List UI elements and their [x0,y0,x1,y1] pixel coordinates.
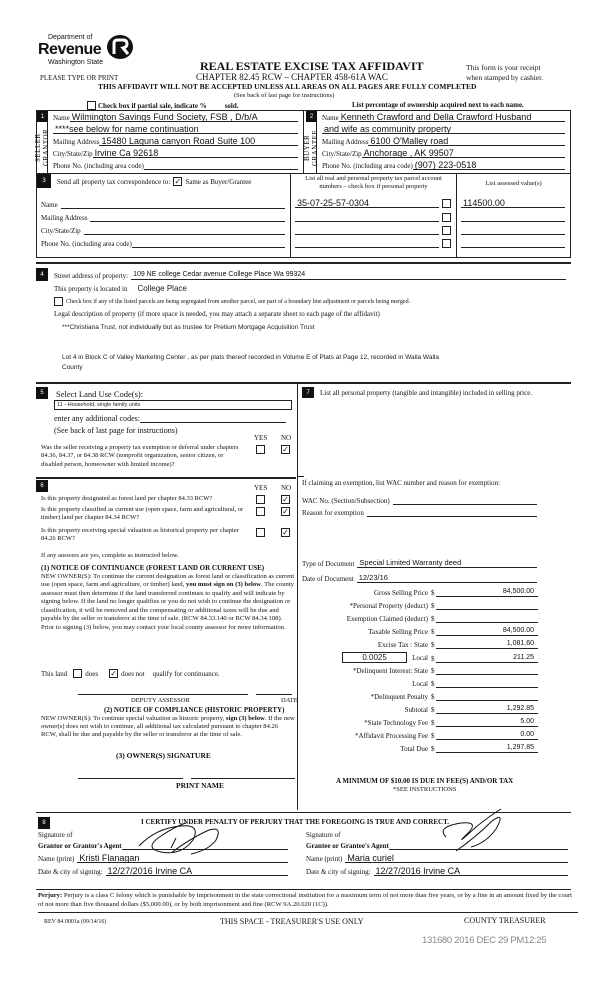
seller-section [34,111,304,173]
excise-tax-state-field[interactable]: 1,081.60 [436,639,539,649]
segregated-label: Check box if any of the listed parcels are being segregated from another parcel, are part of a boundary line adjustment or parcels being merged. [66,298,411,305]
seller-side-label: SELLER GRANTOR [34,128,50,167]
seller-phone-label: Phone No. (including area code) [53,162,144,170]
grantee-date-city-row [306,866,568,876]
partial-sale-checkbox[interactable] [87,101,96,110]
section-6-badge: 6 [36,480,48,492]
same-as-buyer-label: Same as Buyer/Grantee [185,177,252,186]
section-4-badge: 4 [36,268,48,281]
type-print-text: PLEASE TYPE OR PRINT [40,74,119,82]
land-use-code-value: 11 - Household, single family units [57,402,141,408]
partial-sale-row [87,101,239,110]
reason-field[interactable] [367,507,537,517]
personal-property-checkbox[interactable] [442,239,451,248]
parcel-column [291,174,457,257]
fee-label: *State Technology Fee [364,719,428,727]
fee-label: *Delinquent Penalty [370,693,428,701]
wac-label: WAC No. (Section/Subsection) [302,497,390,505]
exemption-no-checkbox[interactable]: ✓ [282,444,289,454]
forest-yes-checkbox[interactable] [256,495,265,504]
treasurer-stamp: 131680 2016 DEC 29 PM12:25 [422,935,547,946]
section-7-badge: 7 [302,387,314,398]
total-due-field[interactable]: 1,297.85 [436,743,539,753]
grantor-date-city-field[interactable]: 12/27/2016 Irvine CA [106,866,288,876]
does-not-qualify-checkbox[interactable]: ✓ [110,668,117,678]
delinquent-interest-local-field[interactable] [436,678,539,688]
assessed-value-field[interactable] [461,225,565,235]
form-title: REAL ESTATE EXCISE TAX AFFIDAVIT [200,59,424,73]
additional-codes-field[interactable] [140,413,286,423]
section6-yes-header: YES [254,484,268,492]
seller-address-row [53,136,298,146]
parcel-number-field[interactable] [295,238,439,248]
notice1-text-a: NEW OWNER(S): To continue the current designation as forest land or classification as current use (open space, farm and agriculture, or timber) land, [41,573,295,589]
fee-row [298,730,538,740]
ownership-note: List percentage of ownership acquired next to each name. [352,101,524,109]
historical-no-checkbox[interactable]: ✓ [282,527,289,537]
notice-continuance-body [41,573,295,632]
seller-name-cont-field[interactable]: ****see below for name continuation [53,124,298,134]
seller-address-label: Mailing Address [53,138,100,146]
deputy-assessor-label: DEPUTY ASSESSOR [131,697,190,704]
gross-selling-price-field[interactable]: 84,500.00 [436,587,539,597]
fee-row [298,600,538,610]
grantor-name-label: Name (print) [38,855,75,863]
buyer-phone-field[interactable]: (907) 223-0518 [413,160,565,170]
fee-label: Total Due [400,745,428,753]
exemption-question: Was the seller receiving a property tax exemption or deferral under chapters 84.36, 84.37, or 84.38 RCW (nonprofit organization, senior citizen, or disabled person, homeowner with limited income)? [41,444,239,468]
corr-city-row [41,225,285,235]
excise-tax-local-field[interactable]: 211.25 [436,653,539,663]
logo-main-text: Revenue [38,41,102,58]
buyer-address-label: Mailing Address [322,138,369,146]
fee-label: Local [412,653,428,662]
fee-label: Taxable Selling Price [368,628,428,636]
notice2-bold: sign (3) below [225,715,265,722]
buyer-city-row [322,148,565,158]
wac-field[interactable] [393,495,537,505]
partial-sale-label: Check box if partial sale, indicate % [98,101,207,110]
assessed-column [457,174,570,257]
fee-label: Exemption Claimed (deduct) [346,615,428,623]
grantor-sig-label-2: Grantor or Grantor's Agent [38,842,122,850]
currency-symbol: $ [431,719,435,727]
buyer-section [303,111,570,173]
currency-symbol: $ [431,667,435,675]
qualify-label: qualify for continuance. [152,669,220,678]
parcel-row-4 [295,238,451,248]
land-use-code-field[interactable] [54,400,292,410]
buyer-name-field[interactable]: Kenneth Crawford and Della Crawford Husband [339,112,565,122]
logo-sub-text: Washington State [48,59,103,66]
legal-description-line-1[interactable]: ***Christiana Trust, not individually but as trustee for Pretium Mortgage Acquisition Trust [62,324,315,331]
grantee-name-row [306,853,568,863]
current-use-question: Is this property classified as current use (open space, farm and agricultural, or timber) land per chapter 84.34 RCW? [41,506,244,522]
perjury-bold: Perjury: [38,892,63,899]
does-label: does [85,669,99,678]
receipt-note-2: when stamped by cashier. [466,73,544,82]
buyer-address-row [322,136,565,146]
personal-property-checkbox[interactable] [442,213,451,222]
seller-address-field[interactable]: 15480 Laguna canyon Road Suite 100 [99,136,298,146]
property-section [36,262,571,380]
legal-description-line-2[interactable]: Lot 4 in Block C of Valley Marketing Center , as per plats thereof recorded in Volume E of Plats at Page 12, recorded in Walla Walla [62,354,439,361]
fee-row [298,639,538,649]
grantor-sig-label-1: Signature of [38,831,73,839]
fee-label: Local [412,680,428,688]
fee-row [298,587,538,597]
left-column [36,382,298,810]
currency-symbol: $ [431,628,435,636]
seller-phone-field[interactable] [144,160,298,170]
affidavit-processing-fee-field[interactable]: 0.00 [436,730,539,740]
currency-symbol: $ [431,693,435,701]
buyer-phone-row [322,160,565,170]
logo-top-text: Department of [48,34,93,41]
partial-sale-sold: sold. [224,101,239,110]
subtotal-field[interactable]: 1,292.85 [436,704,539,714]
fee-row [298,613,538,623]
fee-row [298,626,538,636]
section-5-badge: 5 [36,387,48,399]
additional-codes-row [54,413,286,423]
seller-buyer-section [36,110,571,174]
corr-phone-row [41,238,285,248]
seller-city-field[interactable]: Irvine Ca 92618 [93,148,298,158]
fee-row [298,665,538,675]
correspondence-left [37,174,291,257]
section-8-badge: 8 [38,817,50,829]
personal-property-label: List all personal property (tangible and intangible) included in selling price. [320,389,533,397]
parcel-row-3 [295,225,451,235]
reason-row [302,507,537,517]
legal-description-line-3[interactable]: County [62,364,83,371]
state-technology-fee-field[interactable]: 5.00 [436,717,539,727]
fee-label: *Affidavit Processing Fee [355,732,428,740]
buyer-name-cont-field[interactable]: and wife as community property [322,124,565,134]
minimum-due-note: A MINIMUM OF $10.00 IS DUE IN FEE(S) AND/OR TAX [336,777,514,785]
reason-label: Reason for exemption [302,509,364,517]
grantee-sig-label-1: Signature of [306,831,341,839]
assessor-date-label: DATE [281,697,298,704]
section-3-badge: 3 [37,174,51,188]
grantor-name-row [38,853,288,863]
grantor-name-field[interactable]: Kristi Flanagan [77,853,288,863]
buyer-name-label: Name [322,114,339,122]
located-field[interactable]: College Place [137,284,187,293]
exemption-header: If claiming an exemption, list WAC number and reason for exemption: [302,479,500,487]
assessed-value-field[interactable] [461,212,565,222]
perjury-text: Perjury is a class C felony which is punishable by imprisonment in the state correctional institution for a maximum term of not more than five years, or by a fine in an amount fixed by the court of not more than five thousand dollars ($5,000.00), or by both imprisonment and fine (RCW 9A.20.020 (1C)). [38,892,572,908]
instructions-note: (See back of last page for instructions) [234,92,335,99]
street-address-label: Street address of property: [54,272,129,280]
fee-row [298,652,538,663]
forest-no-checkbox[interactable]: ✓ [282,494,289,504]
doc-type-row [302,558,537,568]
corr-phone-label: Phone No. (including area code) [41,240,132,248]
notice-continuance-title: (1) NOTICE OF CONTINUANCE (FOREST LAND OR CURRENT USE) [41,564,265,572]
currency-symbol: $ [431,732,435,740]
owner-signature-line[interactable] [78,778,183,788]
corr-address-label: Mailing Address [41,214,88,222]
corr-address-row [41,212,285,222]
currency-symbol: $ [431,655,435,663]
fee-row [298,691,538,701]
corr-city-field[interactable] [84,225,285,235]
corr-name-field[interactable] [61,199,285,209]
grantee-signature-scribble-icon [426,807,516,853]
fee-label: Gross Selling Price [373,589,428,597]
warning-text: THIS AFFIDAVIT WILL NOT BE ACCEPTED UNLESS ALL AREAS ON ALL PAGES ARE FULLY COMPLETED [98,82,477,91]
doc-date-row [302,573,537,583]
corr-name-label: Name [41,201,58,209]
seller-phone-row [53,160,298,170]
currency-symbol: $ [431,641,435,649]
current-use-yes-checkbox[interactable] [256,507,265,516]
fee-label: *Personal Property (deduct) [349,602,428,610]
assessed-value-field[interactable]: 114500.00 [461,198,565,208]
segregated-row [54,297,410,306]
currency-symbol: $ [431,706,435,714]
historical-question: Is this property receiving special valuation as historical property per chapter 84.26 RCW? [41,527,239,543]
buyer-city-field[interactable]: Anchorage , AK 99507 [362,148,565,158]
owner-signature-label: (3) OWNER(S) SIGNATURE [116,751,211,760]
notice2-text-a: NEW OWNER(S): To continue special valuation as historic property, [41,715,226,722]
does-qualify-checkbox[interactable] [73,669,82,678]
fee-row [298,743,538,753]
personal-property-checkbox[interactable] [442,226,451,235]
doc-date-label: Date of Document [302,575,354,583]
grantee-date-city-field[interactable]: 12/27/2016 Irvine CA [374,866,568,876]
assessed-value-field[interactable] [461,238,565,248]
local-rate-field[interactable]: 0.0025 [342,652,407,663]
fee-row [298,678,538,688]
segregated-checkbox[interactable] [54,297,63,306]
right-column [298,382,571,810]
certify-section [36,812,571,890]
section-2-badge: 2 [306,111,317,122]
buyer-name-row [322,112,565,122]
section-1-badge: 1 [37,111,48,122]
grantor-date-city-label: Date & city of signing: [38,868,103,876]
notice-compliance-title: (2) NOTICE OF COMPLIANCE (HISTORIC PROPERTY) [104,706,285,714]
seller-name-cont-row [53,124,298,134]
notice-compliance-body [41,715,295,739]
located-row [54,284,187,293]
parcel-header: List all real and personal property tax parcel account numbers – check box if personal property [305,175,442,191]
buyer-side-label: BUYER GRANTEE [303,129,319,166]
current-use-no-checkbox[interactable]: ✓ [282,506,289,516]
fee-label: Subtotal [404,706,428,714]
form-number: REV 84 0001a (09/14/16) [44,919,107,925]
parcel-number-field[interactable] [295,212,439,222]
land-use-no-header: NO [281,434,292,442]
personal-property-deduct-field[interactable] [436,600,539,610]
doc-type-field[interactable]: Special Limited Warranty deed [357,558,537,568]
wac-row [302,495,537,505]
correspondence-section [36,174,571,258]
fee-row [298,704,538,714]
corr-phone-field[interactable] [132,238,285,248]
currency-symbol: $ [431,589,435,597]
parcel-row-1 [295,198,451,208]
parcel-row-2 [295,212,451,222]
seller-city-row [53,148,298,158]
dor-r-logo-icon [106,34,134,60]
buyer-address-field[interactable]: 6100 O'Malley road [368,136,565,146]
corr-address-field[interactable] [90,212,285,222]
chapter-text: CHAPTER 82.45 RCW – CHAPTER 458-61A WAC [196,72,388,82]
grantee-name-field[interactable]: Maria curiel [345,853,568,863]
receipt-note-1: This form is your receipt [466,63,541,72]
print-name-label: PRINT NAME [176,781,224,790]
seller-name-label: Name [53,114,70,122]
parcel-number-field[interactable] [295,225,439,235]
dor-logo [38,34,148,70]
parcel-number-field[interactable]: 35-07-25-57-0304 [295,198,439,208]
buyer-phone-label: Phone No. (including area code) [322,162,413,170]
fee-label: *Delinquent Interest: State [352,667,428,675]
currency-symbol: $ [431,615,435,623]
historical-yes-checkbox[interactable] [256,528,265,537]
same-as-buyer-checkbox[interactable]: ✓ [174,176,182,186]
personal-property-field[interactable] [302,408,562,474]
see-instructions-note: *SEE INSTRUCTIONS [393,786,457,793]
perjury-notice [38,892,578,913]
legal-description-label: Legal description of property (if more space is needed, you may attach a separate sheet to each page of the affidavit) [54,310,380,318]
delinquent-interest-state-field[interactable] [436,665,539,675]
seller-name-field[interactable]: Wilmington Savings Fund Society, FSB , D/b/A [70,112,298,122]
grantor-signature-scribble-icon [131,818,241,858]
notice2-text-b: . If the new owner(s) does not wish to continue, all additional tax calculated pursuant to chapter 84.26 RCW, shall be due and payable by the seller or transferor at the time of sale. [41,715,295,738]
fee-label: Excise Tax : State [377,641,428,649]
exemption-yes-checkbox[interactable] [256,445,265,454]
land-use-label: Select Land Use Code(s): [56,389,144,399]
grantee-date-city-label: Date & city of signing: [306,868,371,876]
currency-symbol: $ [431,745,435,753]
correspondence-label: Send all property tax correspondence to: [57,177,171,186]
section6-no-header: NO [281,484,292,492]
land-use-instructions: (See back of last page for instructions) [54,426,178,435]
continuance-row [41,669,220,678]
street-address-field[interactable]: 109 NE college Cedar avenue College Place Wa 99324 [131,270,566,280]
delinquent-penalty-field[interactable] [436,691,539,701]
treasurer-use-label: THIS SPACE - TREASURER'S USE ONLY [220,917,364,926]
notice1-text-b: . The county assessor must then determine if the land transferred continues to qualify and will indicate by signing below. If the land no longer qualifies or you do not wish to continue the designation or classification, it will be removed and the compensating or additional taxes will be due and payable by the seller or transferor at the time of sale. (RCW 84.33.140 or RCW 84.34.108). Prior to signing (3) below, you may contact your local county assessor for more information. [41,581,294,631]
grantor-date-city-row [38,866,288,876]
correspondence-label-row [57,177,251,186]
forest-land-question: Is this property designated as forest land per chapter 84.33 RCW? [41,495,213,502]
additional-codes-label: enter any additional codes: [54,414,140,423]
buyer-city-label: City/State/Zip [322,150,362,158]
personal-property-checkbox[interactable] [442,199,451,208]
does-not-label: does not [121,669,145,678]
if-yes-text: If any answers are yes, complete as instructed below. [41,552,179,559]
taxable-selling-price-field[interactable]: 84,500.00 [436,626,539,636]
located-label: This property is located in [54,285,128,293]
notice1-bold: you must sign on (3) below [186,581,261,589]
seller-city-label: City/State/Zip [53,150,93,158]
this-land-label: This land [41,669,68,678]
currency-symbol: $ [431,680,435,688]
grantee-name-label: Name (print) [306,855,343,863]
fee-row [298,717,538,727]
buyer-name-cont-row [322,124,565,134]
corr-name-row [41,199,285,209]
doc-type-label: Type of Document [302,560,355,568]
corr-city-label: City/State/Zip [41,227,81,235]
doc-date-field[interactable]: 12/23/16 [357,573,537,583]
assessed-header: List assessed value(s) [485,180,542,187]
county-treasurer-label: COUNTY TREASURER [464,916,546,925]
certify-statement: I CERTIFY UNDER PENALTY OF PERJURY THAT THE FOREGOING IS TRUE AND CORRECT. [141,818,450,826]
street-address-row [54,270,566,280]
exemption-claimed-field[interactable] [436,613,539,623]
land-use-yes-header: YES [254,434,268,442]
grantee-sig-label-2: Grantee or Grantee's Agent [306,842,389,850]
currency-symbol: $ [431,602,435,610]
seller-name-row [53,112,298,122]
